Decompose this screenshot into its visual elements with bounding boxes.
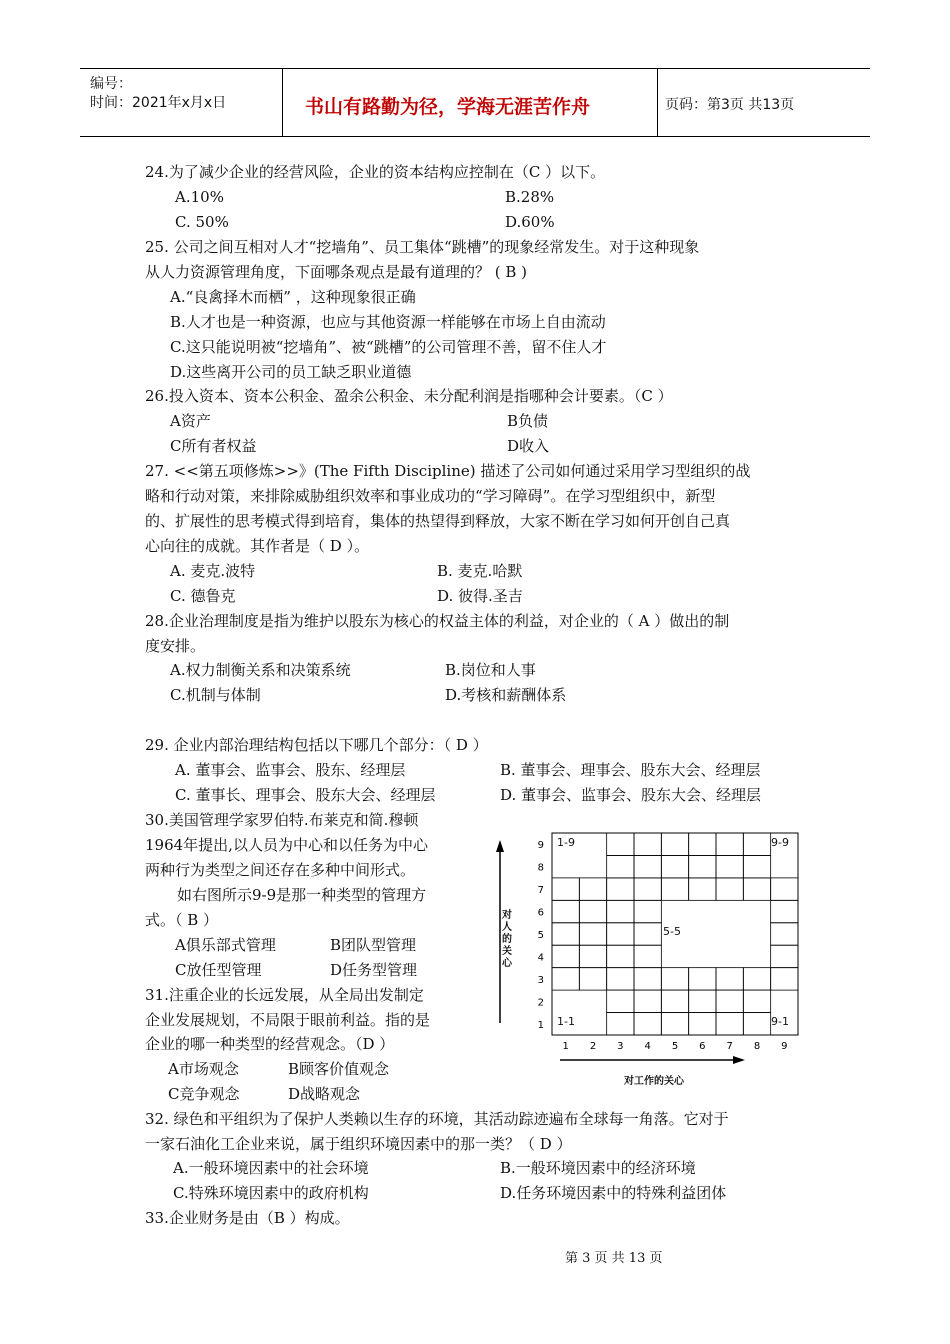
q26-option-c: C所有者权益 bbox=[170, 437, 257, 455]
q31-line3: 企业的哪一种类型的经营观念。（D ） bbox=[145, 1035, 395, 1053]
grid-cell bbox=[771, 878, 798, 900]
grid-cell bbox=[552, 990, 579, 1012]
grid-cell bbox=[552, 923, 579, 945]
q31-option-b: B顾客价值观念 bbox=[288, 1060, 390, 1078]
y-axis-arrowhead bbox=[496, 840, 504, 852]
grid-cell bbox=[771, 855, 798, 877]
managerial-grid-svg bbox=[490, 828, 810, 1093]
grid-cell bbox=[552, 900, 579, 922]
q26-option-b: B负债 bbox=[507, 412, 549, 430]
q31-line1: 31.注重企业的长远发展，从全局出发制定 bbox=[145, 986, 424, 1004]
q33-stem: 33.企业财务是由（B ）构成。 bbox=[145, 1209, 350, 1227]
grid-cell bbox=[607, 855, 634, 877]
grid-cell bbox=[579, 855, 606, 877]
q30-line2: 1964年提出,以人员为中心和以任务为中心 bbox=[145, 836, 428, 854]
grid-cell bbox=[661, 968, 688, 990]
grid-cell bbox=[579, 878, 606, 900]
y-tick-label: 8 bbox=[537, 862, 544, 874]
q29-option-d: D. 董事会、监事会、股东大会、经理层 bbox=[500, 786, 762, 804]
q27-line1: 27. <<第五项修炼>>》(The Fifth Discipline) 描述了公司如何通过采用学习型组织的战 bbox=[145, 462, 751, 480]
grid-cell bbox=[771, 945, 798, 967]
q27-option-b: B. 麦克.哈默 bbox=[437, 562, 523, 580]
q24-option-a: A.10% bbox=[175, 188, 224, 206]
q30-option-a: A俱乐部式管理 bbox=[175, 936, 276, 954]
grid-cell bbox=[716, 968, 743, 990]
grid-cell bbox=[661, 990, 688, 1012]
grid-cell bbox=[634, 968, 661, 990]
y-tick-label: 9 bbox=[537, 840, 544, 852]
header-page-info: 页码：第3页 共13页 bbox=[665, 97, 795, 113]
q27-option-a: A. 麦克.波特 bbox=[170, 562, 256, 580]
grid-cell bbox=[716, 878, 743, 900]
q26-stem: 26.投入资本、资本公积金、盈余公积金、未分配利润是指哪种会计要素。（C ） bbox=[145, 387, 673, 405]
grid-cell bbox=[743, 990, 770, 1012]
header-motto: 书山有路勤为径，学海无涯苦作舟 bbox=[305, 96, 591, 118]
grid-cell bbox=[634, 1013, 661, 1035]
grid-cell bbox=[634, 833, 661, 855]
q28-option-a: A.权力制衡关系和决策系统 bbox=[170, 661, 351, 679]
q27-option-c: C. 德鲁克 bbox=[170, 587, 236, 605]
q29-option-a: A. 董事会、监事会、股东、经理层 bbox=[175, 761, 406, 779]
q29-option-b: B. 董事会、理事会、股东大会、经理层 bbox=[500, 761, 761, 779]
grid-cell bbox=[689, 990, 716, 1012]
grid-cell bbox=[552, 855, 579, 877]
q31-option-c: C竞争观念 bbox=[168, 1085, 240, 1103]
y-tick-label: 1 bbox=[537, 1019, 544, 1031]
grid-cell bbox=[634, 945, 661, 967]
grid-cell bbox=[607, 945, 634, 967]
grid-cell bbox=[552, 878, 579, 900]
q32-line1: 32. 绿色和平组织为了保护人类赖以生存的环境，其活动踪迹遍布全球每一角落。它对于 bbox=[145, 1110, 729, 1128]
x-tick-label: 8 bbox=[753, 1041, 761, 1052]
y-tick-label: 5 bbox=[537, 930, 544, 941]
y-tick-label: 4 bbox=[537, 952, 544, 964]
q30-line1: 30.美国管理学家罗伯特.布莱克和简.穆顿 bbox=[145, 811, 419, 829]
grid-cell bbox=[716, 1013, 743, 1035]
q31-option-d: D战略观念 bbox=[288, 1085, 361, 1103]
q27-option-d: D. 彼得.圣吉 bbox=[437, 587, 523, 605]
grid-cell bbox=[661, 945, 688, 967]
grid-cell bbox=[689, 900, 716, 922]
y-tick-label: 2 bbox=[537, 997, 544, 1009]
grid-cell bbox=[579, 900, 606, 922]
q32-line2: 一家石油化工企业来说，属于组织环境因素中的那一类？（ D ） bbox=[145, 1135, 572, 1153]
q24-option-c: C. 50% bbox=[175, 213, 229, 231]
q32-option-a: A.一般环境因素中的社会环境 bbox=[173, 1159, 369, 1177]
x-axis-title: 对工作的关心 bbox=[624, 1076, 684, 1087]
grid-cell bbox=[579, 945, 606, 967]
q30-line3: 两种行为类型之间还存在多种中间形式。 bbox=[145, 861, 416, 879]
header-top-rule bbox=[80, 68, 870, 69]
managerial-grid-figure bbox=[490, 828, 810, 1093]
grid-cell bbox=[634, 990, 661, 1012]
grid-cell bbox=[689, 923, 716, 945]
q28-option-d: D.考核和薪酬体系 bbox=[445, 686, 567, 704]
grid-cell bbox=[607, 900, 634, 922]
grid-cell bbox=[661, 833, 688, 855]
q30-line4: 如右图所示9-9是那一种类型的管理方 bbox=[177, 886, 427, 904]
q28-option-b: B.岗位和人事 bbox=[445, 661, 536, 679]
q29-stem: 29. 企业内部治理结构包括以下哪几个部分：（ D ） bbox=[145, 736, 488, 754]
grid-label-9-9: 9-9 bbox=[771, 836, 789, 849]
grid-cell bbox=[579, 923, 606, 945]
x-tick-label: 6 bbox=[699, 1041, 706, 1052]
grid-cell bbox=[579, 968, 606, 990]
q24-option-d: D.60% bbox=[505, 213, 555, 231]
grid-cell bbox=[634, 923, 661, 945]
grid-cell bbox=[771, 990, 798, 1012]
header-bottom-rule bbox=[80, 136, 870, 137]
q27-line3: 的、扩展性的思考模式得到培育，集体的热望得到释放，大家不断在学习如何开创自己真 bbox=[145, 512, 731, 530]
q32-option-b: B.一般环境因素中的经济环境 bbox=[500, 1159, 696, 1177]
grid-cell bbox=[743, 833, 770, 855]
q25-option-c: C.这只能说明被“挖墙角”、被“跳槽”的公司管理不善，留不住人才 bbox=[170, 338, 607, 356]
grid-cell bbox=[607, 968, 634, 990]
q32-option-d: D.任务环境因素中的特殊利益团体 bbox=[500, 1184, 727, 1202]
grid-cell bbox=[743, 878, 770, 900]
q30-line5: 式。（ B ） bbox=[145, 911, 219, 929]
grid-cell bbox=[689, 1013, 716, 1035]
y-tick-label: 3 bbox=[537, 974, 544, 986]
q29-option-c: C. 董事长、理事会、股东大会、经理层 bbox=[175, 786, 436, 804]
grid-cell bbox=[689, 945, 716, 967]
y-tick-label: 7 bbox=[537, 885, 544, 897]
y-tick-label: 6 bbox=[537, 907, 544, 919]
grid-cell bbox=[552, 968, 579, 990]
q27-line2: 略和行动对策，来排除威胁组织效率和事业成功的“学习障碍”。在学习型组织中，新型 bbox=[145, 487, 716, 505]
header-date: 时间：2021年x月x日 bbox=[90, 95, 227, 111]
footer-page-number: 第 3 页 共 13 页 bbox=[565, 1251, 663, 1266]
grid-cell bbox=[716, 833, 743, 855]
q28-line1: 28.企业治理制度是指为维护以股东为核心的权益主体的利益，对企业的（ A ）做出的制 bbox=[145, 612, 730, 630]
grid-cell bbox=[743, 945, 770, 967]
q28-line2: 度安排。 bbox=[145, 637, 206, 655]
grid-cell bbox=[607, 878, 634, 900]
q25-option-d: D.这些离开公司的员工缺乏职业道德 bbox=[170, 363, 412, 381]
q31-line2: 企业发展规划，不局限于眼前利益。指的是 bbox=[145, 1011, 431, 1029]
grid-label-1-9: 1-9 bbox=[557, 836, 575, 849]
q32-option-c: C.特殊环境因素中的政府机构 bbox=[173, 1184, 369, 1202]
grid-cell bbox=[661, 878, 688, 900]
grid-cell bbox=[743, 1013, 770, 1035]
q31-option-a: A市场观念 bbox=[168, 1060, 239, 1078]
q30-option-d: D任务型管理 bbox=[330, 961, 418, 979]
grid-cell bbox=[743, 855, 770, 877]
grid-cell bbox=[716, 945, 743, 967]
x-tick-label: 5 bbox=[671, 1041, 679, 1052]
grid-cell bbox=[579, 990, 606, 1012]
grid-cell bbox=[743, 968, 770, 990]
grid-cell bbox=[716, 990, 743, 1012]
grid-cell bbox=[607, 990, 634, 1012]
q26-option-d: D收入 bbox=[507, 437, 550, 455]
grid-cell bbox=[579, 1013, 606, 1035]
q24-stem: 24.为了减少企业的经营风险，企业的资本结构应控制在（C ）以下。 bbox=[145, 163, 606, 181]
grid-cell bbox=[607, 1013, 634, 1035]
x-tick-label: 3 bbox=[617, 1041, 624, 1052]
grid-cell bbox=[743, 900, 770, 922]
grid-cell bbox=[689, 878, 716, 900]
x-tick-label: 4 bbox=[644, 1041, 651, 1052]
grid-cell bbox=[634, 855, 661, 877]
grid-cell bbox=[634, 900, 661, 922]
q30-option-b: B团队型管理 bbox=[330, 936, 417, 954]
grid-cell bbox=[689, 968, 716, 990]
grid-ticks bbox=[538, 840, 788, 1052]
q25-option-b: B.人才也是一种资源，也应与其他资源一样能够在市场上自由流动 bbox=[170, 313, 606, 331]
y-axis-title: 对人的关心 bbox=[502, 910, 512, 969]
header-number-label: 编号： bbox=[90, 76, 132, 92]
grid-cell bbox=[634, 878, 661, 900]
grid-cell bbox=[716, 900, 743, 922]
grid-cell bbox=[771, 923, 798, 945]
x-tick-label: 1 bbox=[562, 1041, 569, 1052]
q24-option-b: B.28% bbox=[505, 188, 555, 206]
header-divider-right bbox=[657, 68, 658, 137]
q25-line2: 从人力资源管理角度，下面哪条观点是最有道理的？ ( B ) bbox=[145, 263, 528, 281]
q26-option-a: A资产 bbox=[170, 412, 211, 430]
grid-cell bbox=[607, 833, 634, 855]
q28-option-c: C.机制与体制 bbox=[170, 686, 261, 704]
grid-cell bbox=[743, 923, 770, 945]
grid-cell bbox=[771, 900, 798, 922]
grid-cell bbox=[716, 923, 743, 945]
grid-cell bbox=[607, 923, 634, 945]
grid-cell bbox=[552, 945, 579, 967]
grid-cell bbox=[661, 1013, 688, 1035]
grid-cell bbox=[771, 968, 798, 990]
header-divider-left bbox=[282, 68, 283, 137]
grid-label-5-5: 5-5 bbox=[663, 925, 681, 938]
q30-option-c: C放任型管理 bbox=[175, 961, 262, 979]
q27-line4: 心向往的成就。其作者是（ D ）。 bbox=[145, 537, 370, 555]
x-tick-label: 2 bbox=[589, 1041, 597, 1052]
q25-option-a: A.“良禽择木而栖” ，这种现象很正确 bbox=[170, 288, 416, 306]
grid-cell bbox=[661, 900, 688, 922]
x-tick-label: 7 bbox=[726, 1041, 733, 1052]
grid-label-1-1: 1-1 bbox=[557, 1015, 575, 1028]
x-axis-arrowhead bbox=[733, 1056, 745, 1064]
grid-cell bbox=[661, 855, 688, 877]
grid-cell bbox=[716, 855, 743, 877]
q25-line1: 25. 公司之间互相对人才“挖墙角”、员工集体“跳槽”的现象经常发生。对于这种现象 bbox=[145, 238, 700, 256]
grid-cell bbox=[689, 855, 716, 877]
x-tick-label: 9 bbox=[781, 1041, 788, 1052]
grid-label-9-1: 9-1 bbox=[771, 1015, 789, 1028]
grid-cell bbox=[689, 833, 716, 855]
grid-cell bbox=[579, 833, 606, 855]
